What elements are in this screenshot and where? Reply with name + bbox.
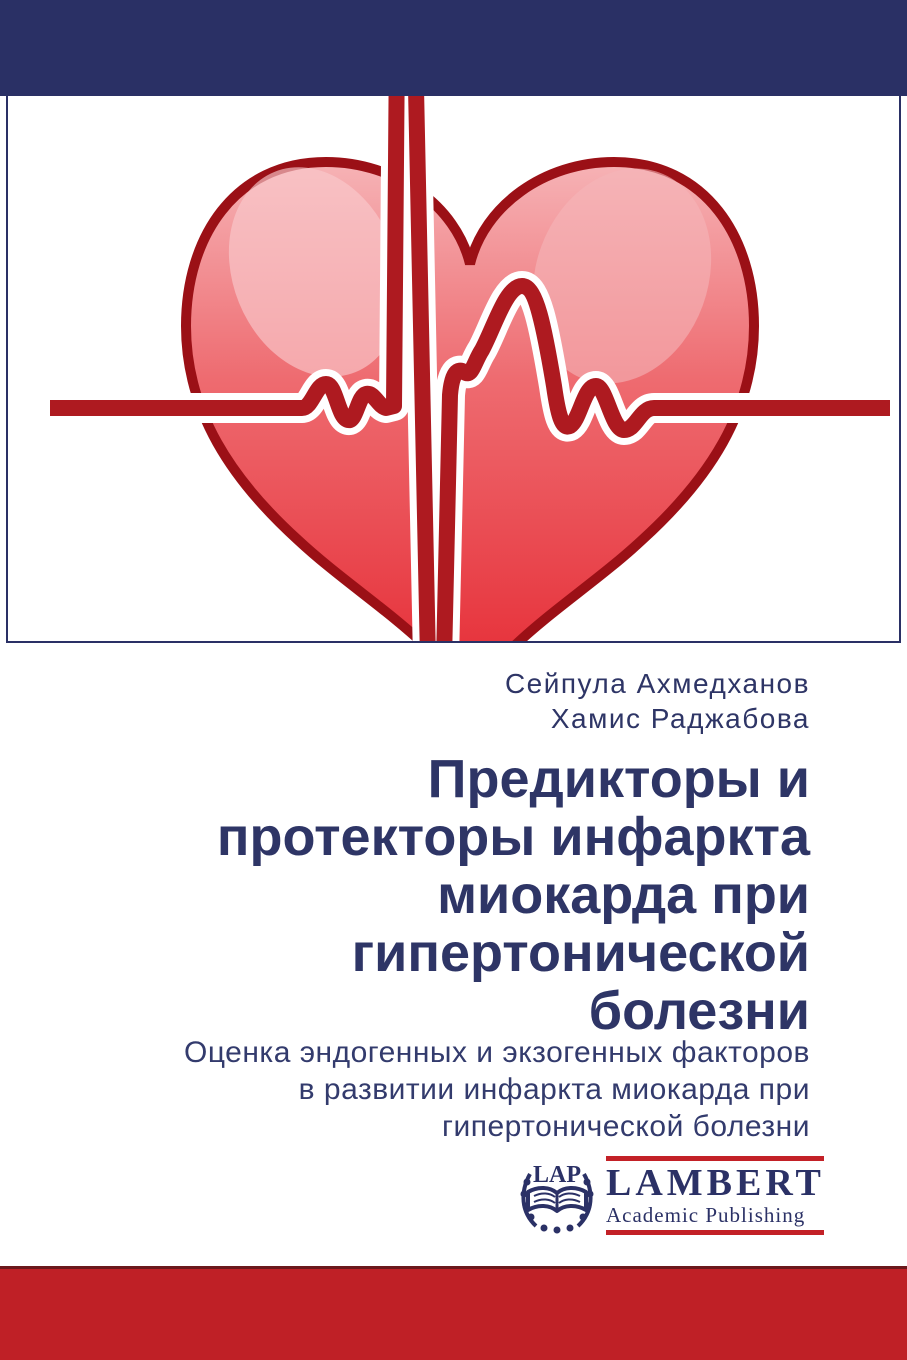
logo-red-rule-top — [606, 1156, 824, 1161]
publisher-text-block — [606, 1154, 824, 1237]
title-line: гипертонической — [351, 923, 810, 983]
logo-red-rule-bottom — [606, 1230, 824, 1235]
title-line: болезни — [588, 981, 810, 1041]
lap-seal-icon — [516, 1156, 598, 1236]
cover-artwork-panel — [6, 96, 901, 643]
open-book-icon — [528, 1187, 586, 1210]
publisher-name: LAMBERT — [606, 1162, 825, 1204]
title-line: протекторы инфаркта — [216, 807, 810, 867]
publisher-logo — [516, 1154, 824, 1237]
top-navy-bar — [0, 0, 907, 96]
author-1: Сейпула Ахмедханов — [504, 668, 810, 699]
title-line: миокарда при — [437, 865, 810, 925]
heart-ekg-artwork — [8, 96, 899, 641]
author-names — [505, 666, 810, 736]
bottom-red-bar — [0, 1266, 907, 1360]
publisher-tagline: Academic Publishing — [606, 1203, 806, 1227]
subtitle-line: в развитии инфаркта миокарда при — [298, 1073, 810, 1106]
seal-lap-text: LAP — [533, 1161, 581, 1188]
book-title — [217, 750, 810, 1040]
author-2: Хамис Раджабова — [550, 703, 810, 734]
book-subtitle — [184, 1034, 810, 1145]
title-line: Предикторы и — [427, 749, 810, 809]
subtitle-line: гипертонической болезни — [442, 1110, 810, 1143]
subtitle-line: Оценка эндогенных и экзогенных факторов — [184, 1036, 810, 1069]
